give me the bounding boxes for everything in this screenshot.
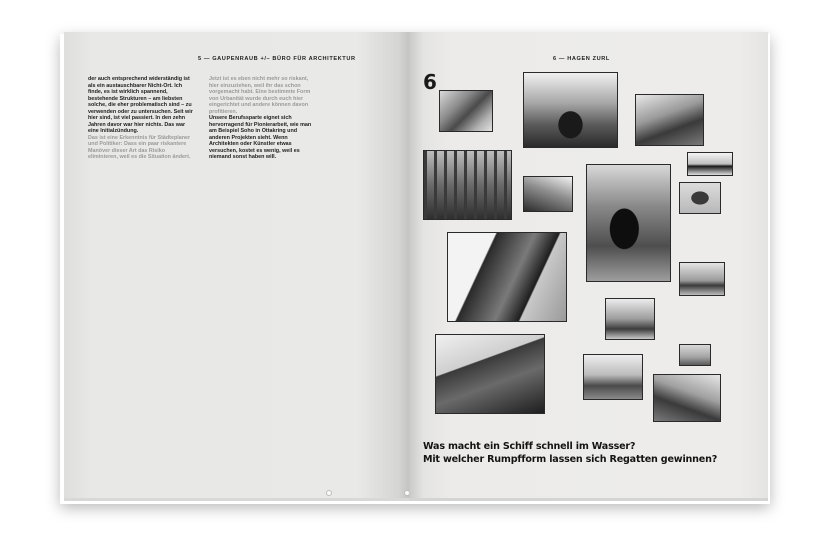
photo-lake-sailing: [679, 344, 711, 366]
photo-sailboat-racing: [583, 354, 643, 400]
staple-hole: [326, 490, 332, 496]
column-2-faded-text: Jetzt ist es eben nicht mehr so riskant, hier einzuziehen, weil ihr das schon vorgemacht habt. Eine bestimmte Form von Urbanität wurde durch euch hier eingerichtet und andere können davon profitieren.: [209, 76, 311, 115]
photo-boat-workshop-interior: [635, 94, 704, 146]
question-line-2: Mit welcher Rumpfform lassen sich Regatten gewinnen?: [423, 454, 718, 465]
photo-crew-on-deck: [653, 374, 721, 422]
photo-boat-in-hall: [523, 72, 618, 148]
photo-hull-scaffold: [435, 334, 545, 414]
question-line-1: Was macht ein Schiff schnell im Wasser?: [423, 441, 636, 452]
column-1-faded-text: Das ist eine Erkenntnis für Städteplaner und Politiker: Dass ein paar riskantere Manöver dieser Art das Risiko eliminieren, weil es die Situation ändert.: [88, 134, 191, 160]
photo-zeppelin: [679, 182, 721, 214]
page-number: 6: [423, 70, 437, 94]
photo-workshop-portrait: [439, 90, 493, 132]
page-question: [423, 440, 753, 466]
running-head-left: 5 — GAUPENRAUB +/– BÜRO FÜR ARCHITEKTUR: [198, 56, 356, 62]
column-2-main-text: Unsere Berufssparte eignet sich hervorragend für Pionierarbeit, wie man am Beispiel Soho in Ottakring und anderen Projekten sieht. Wenn Architekten oder Künstler etwas versuchen, kostet es wenig, weil es niemand sonst haben will.: [209, 115, 312, 160]
column-1-main-text: der auch entsprechend widerständig ist als ein austauschbarer Nicht-Ort. Ich finde, es ist wirklich spannend, bestehende Strukturen – am liebsten solche, die eher problematisch sind – zu verwenden oder zu untersuchen. Seit wir hier sind, ist viel passiert. In den zehn Jahren davor war hier nichts. Das war eine Initialzündung.: [88, 76, 193, 134]
photo-sail-boat-small: [605, 298, 655, 340]
photo-hull-curve-large: [447, 232, 567, 322]
running-head-right: 6 — HAGEN ZURL: [553, 56, 610, 62]
text-column-1: [88, 76, 196, 161]
photo-boat-under-construction: [586, 164, 671, 282]
photo-small-hull-detail: [523, 176, 573, 212]
photo-model-boat: [687, 152, 733, 176]
photo-hull-frame: [423, 150, 512, 220]
photo-marina-boats: [679, 262, 725, 296]
left-page: [64, 32, 409, 501]
right-page: [409, 32, 768, 501]
text-column-2: [209, 76, 317, 161]
